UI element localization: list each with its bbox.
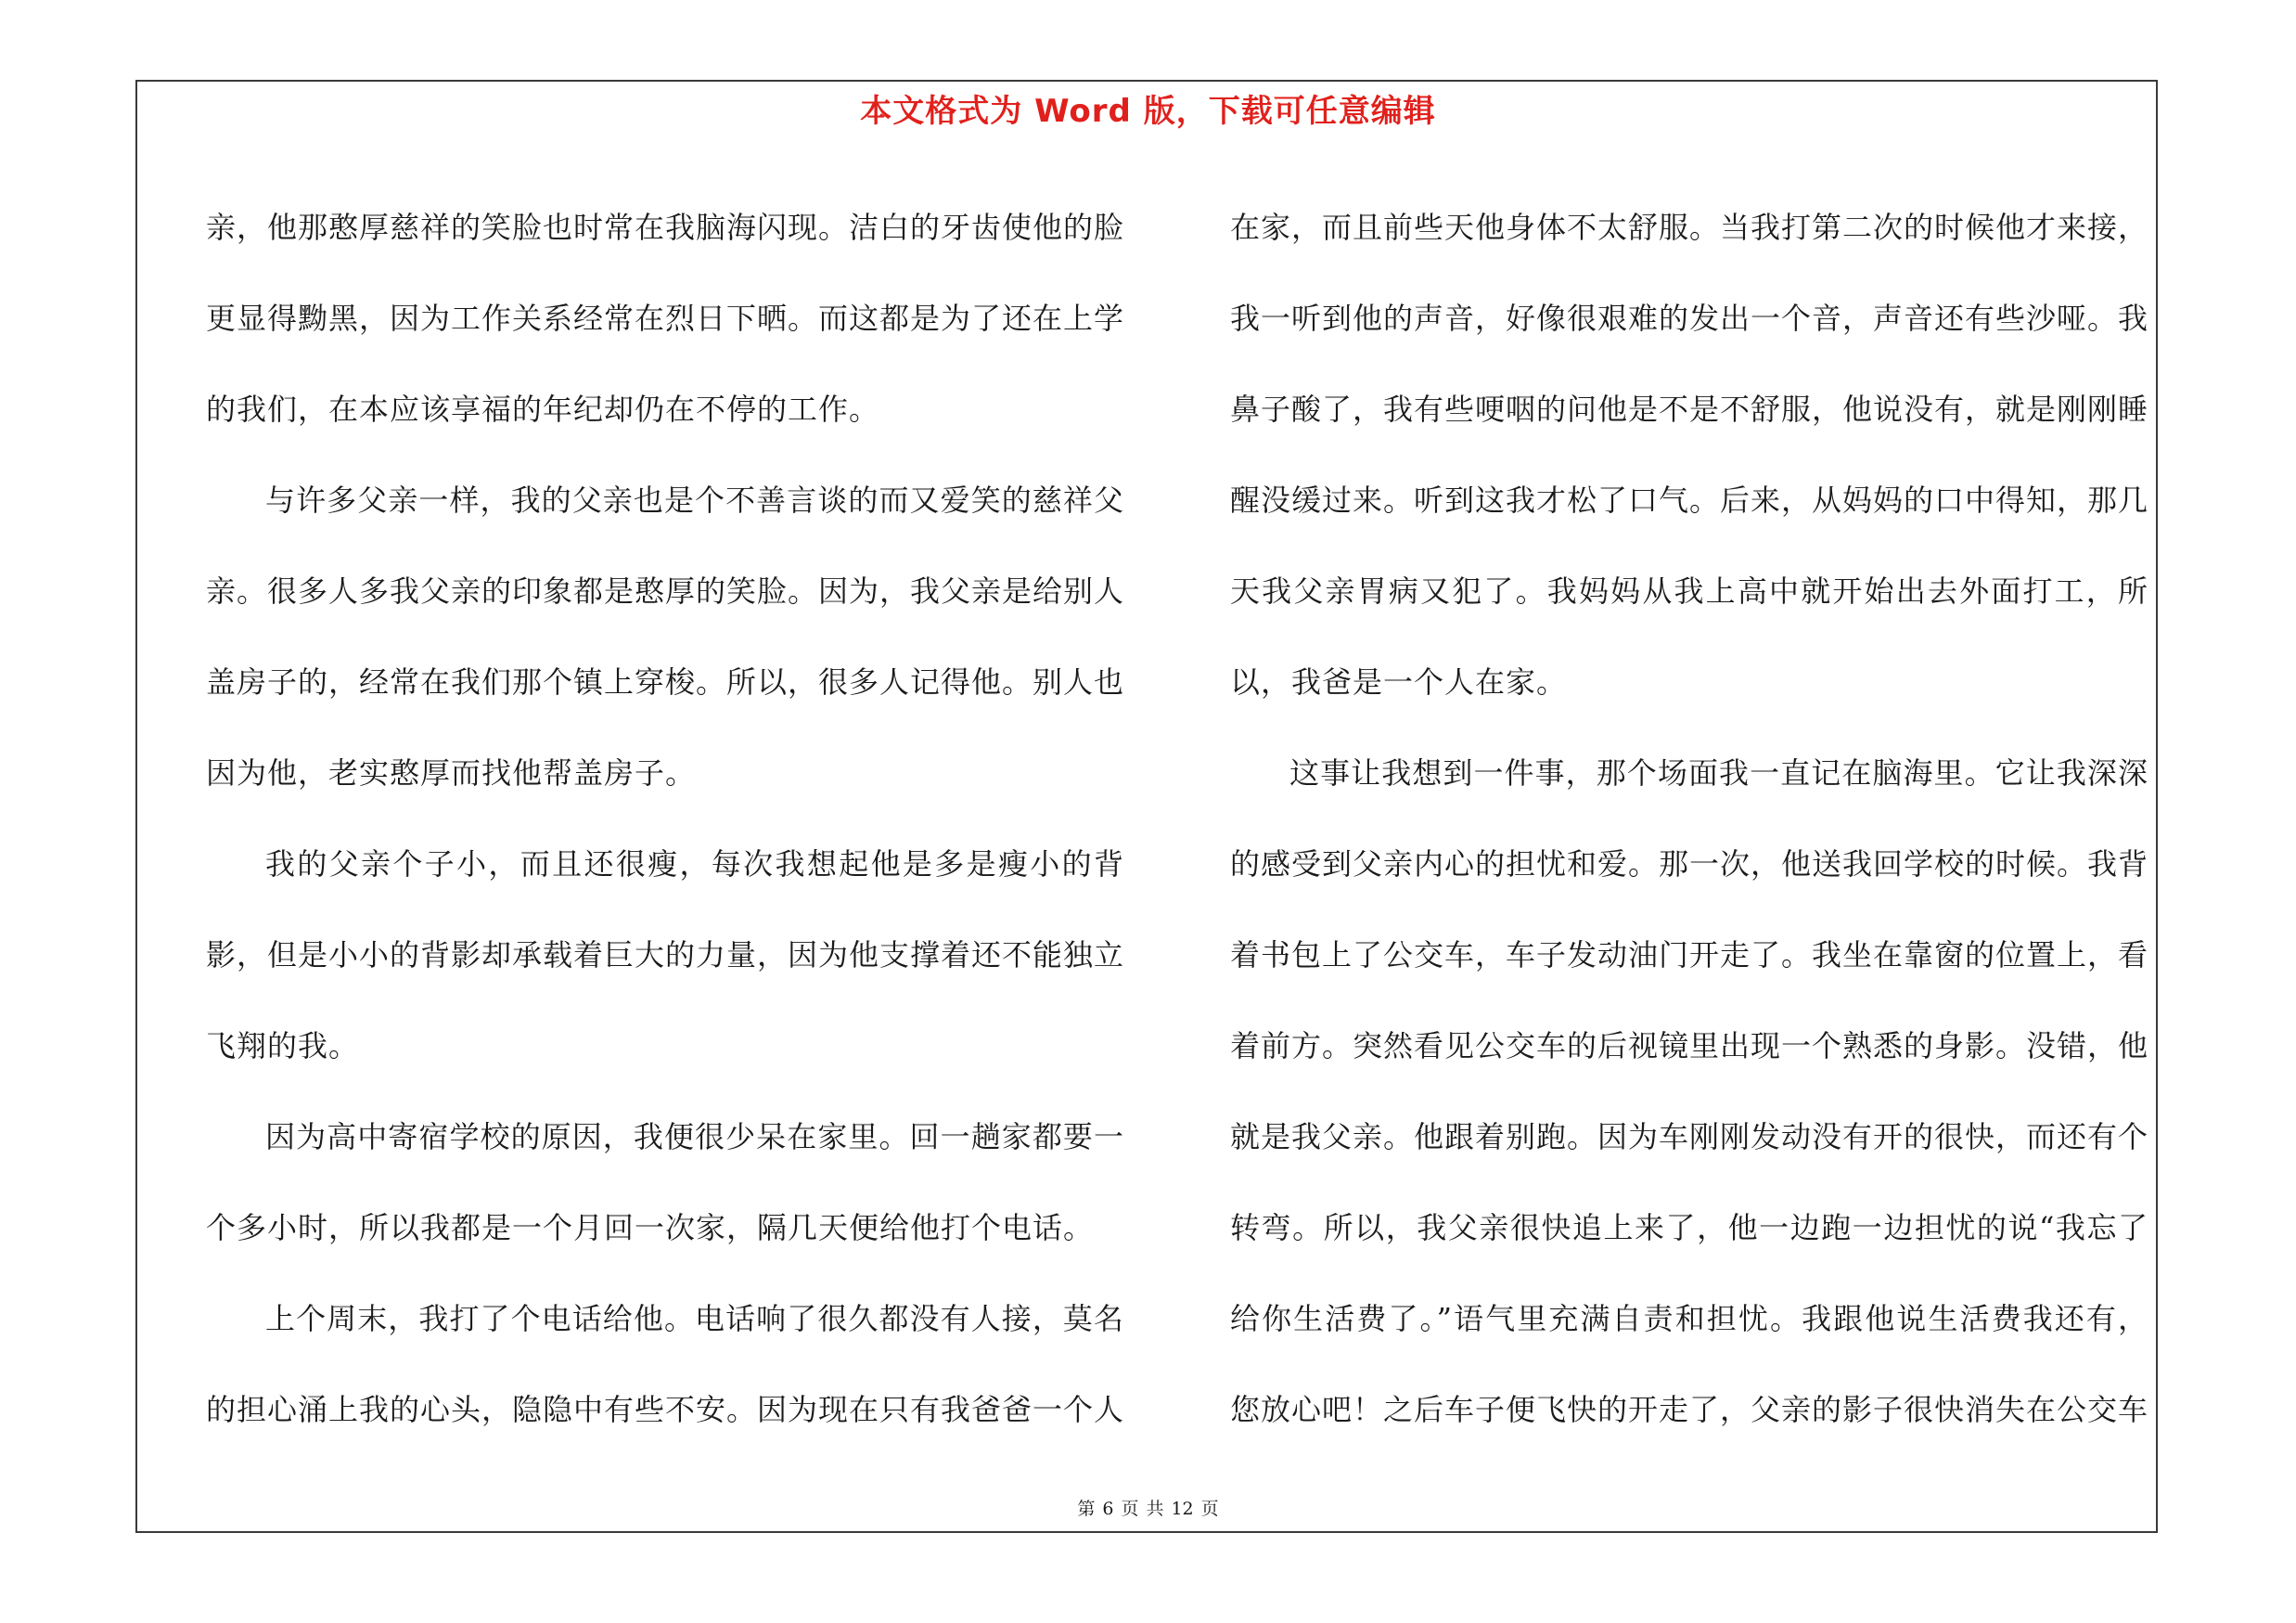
footer-suffix: 页	[1200, 1499, 1219, 1519]
left-text-column	[206, 182, 1124, 1455]
footer-unit: 页	[1121, 1499, 1139, 1519]
paragraph: 我的父亲个子小，而且还很瘦，每次我想起他是多是瘦小的背影，但是小小的背影却承载着巨大的力量，因为他支撑着还不能独立飞翔的我。	[206, 846, 1125, 1063]
total-page-count: 12	[1171, 1499, 1194, 1519]
current-page-number: 6	[1102, 1499, 1114, 1519]
paragraph: 亲，他那憨厚慈祥的笑脸也时常在我脑海闪现。洁白的牙齿使他的脸更显得黝黑，因为工作关系经常在烈日下晒。而这都是为了还在上学的我们，在本应该享福的年纪却仍在不停的工作。	[206, 210, 1125, 427]
format-notice-banner: 本文格式为 Word 版，下载可任意编辑	[860, 93, 1436, 130]
paragraph: 上个周末，我打了个电话给他。电话响了很久都没有人接，莫名的担心涌上我的心头，隐隐中有些不安。因为现在只有我爸爸一个人	[206, 1301, 1125, 1427]
paragraph: 在家，而且前些天他身体不太舒服。当我打第二次的时候他才来接，我一听到他的声音，好像很艰难的发出一个音，声音还有些沙哑。我鼻子酸了，我有些哽咽的问他是不是不舒服，他说没有，就是刚刚睡醒没缓过来。听到这我才松了口气。后来，从妈妈的口中得知，那几天我父亲胃病又犯了。我妈妈从我上高中就开始出去外面打工，所以，我爸是一个人在家。	[1230, 210, 2149, 700]
paragraph: 这事让我想到一件事，那个场面我一直记在脑海里。它让我深深的感受到父亲内心的担忧和爱。那一次，他送我回学校的时候。我背着书包上了公交车，车子发动油门开走了。我坐在靠窗的位置上，看着前方。突然看见公交车的后视镜里出现一个熟悉的身影。没错，他就是我父亲。他跟着别跑。因为车刚刚发动没有开的很快，而还有个转弯。所以，我父亲很快追上来了，他一边跑一边担忧的说“我忘了给你生活费了。”语气里充满自责和担忧。我跟他说生活费我还有，您放心吧！之后车子便飞快的开走了，父亲的影子很快消失在公交车	[1230, 755, 2149, 1427]
page-number-footer	[0, 1495, 2296, 1520]
right-text-column	[1230, 182, 2148, 1455]
paragraph: 因为高中寄宿学校的原因，我便很少呆在家里。回一趟家都要一个多小时，所以我都是一个月回一次家，隔几天便给他打个电话。	[206, 1119, 1124, 1245]
footer-prefix: 第	[1077, 1499, 1096, 1519]
footer-total-label: 共	[1146, 1499, 1164, 1519]
paragraph: 与许多父亲一样，我的父亲也是个不善言谈的而又爱笑的慈祥父亲。很多人多我父亲的印象都是憨厚的笑脸。因为，我父亲是给别人盖房子的，经常在我们那个镇上穿梭。所以，很多人记得他。别人也因为他，老实憨厚而找他帮盖房子。	[206, 483, 1125, 791]
